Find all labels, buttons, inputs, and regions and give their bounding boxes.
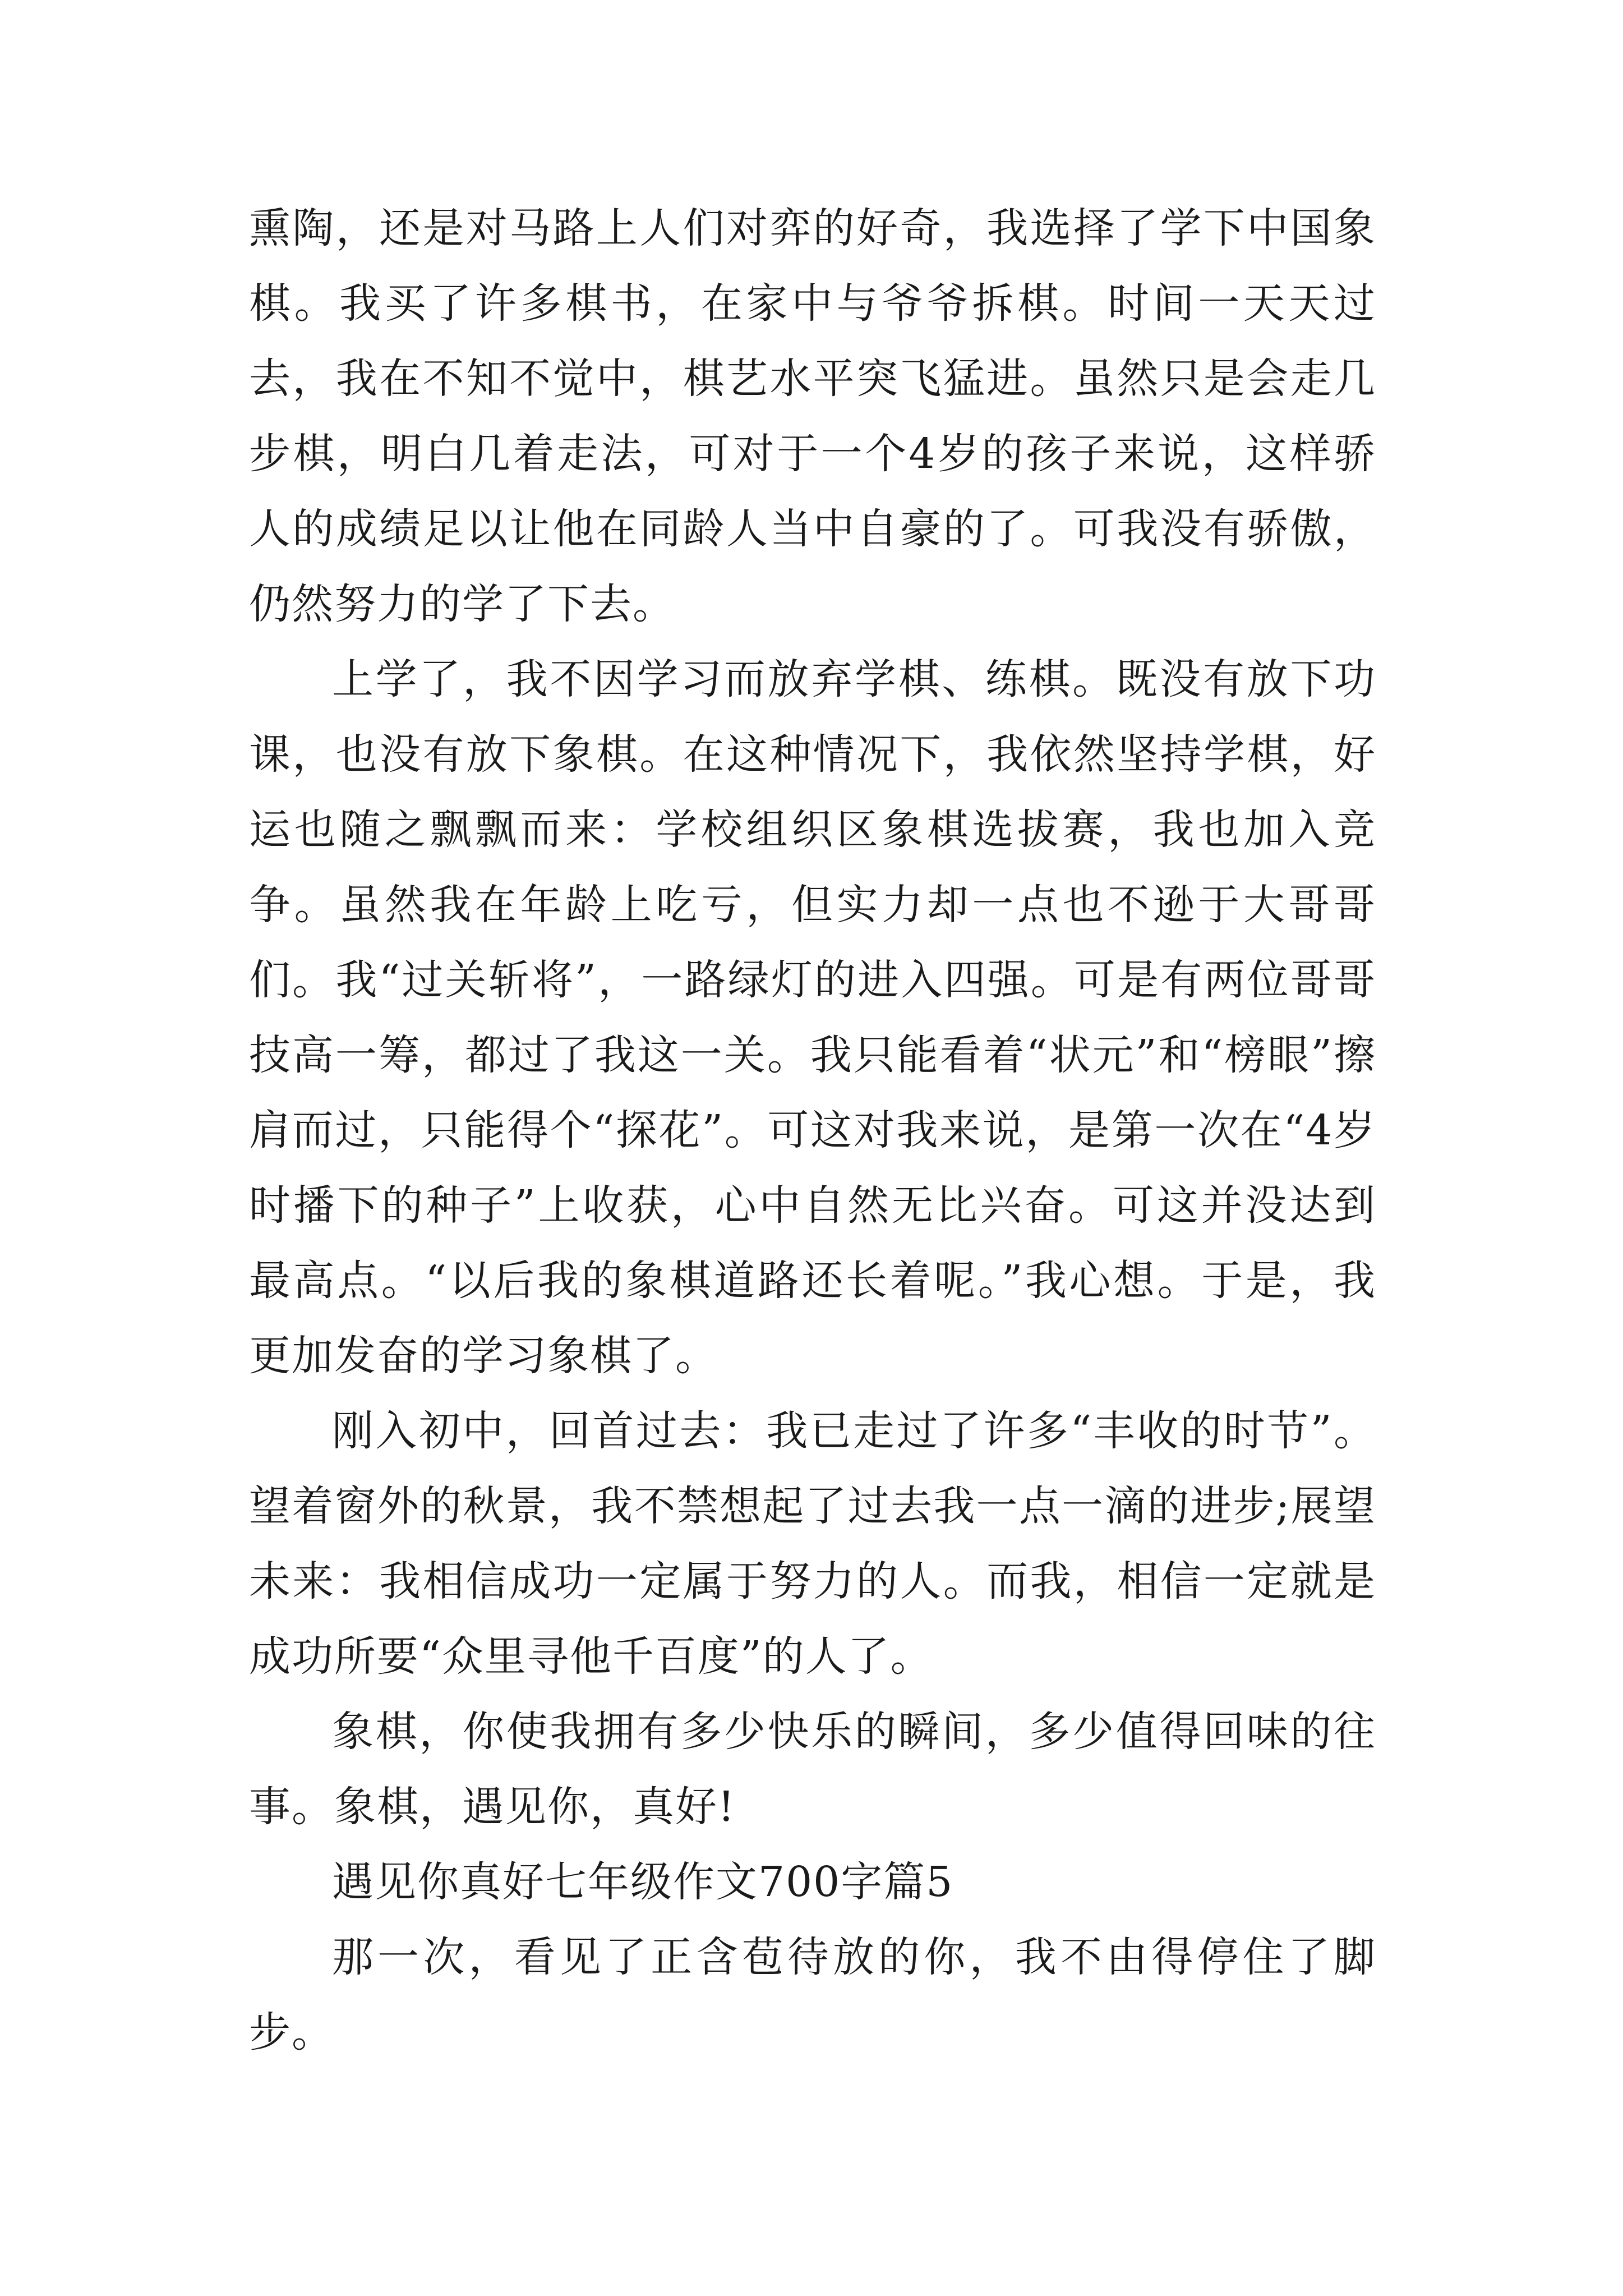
paragraph-school-competition: 上学了，我不因学习而放弃学棋、练棋。既没有放下功课，也没有放下象棋。在这种情况下，我依然坚持学棋，好运也随之飘飘而来：学校组织区象棋选拔赛，我也加入竞争。虽然我在年龄上吃亏，但实力却一点也不逊于大哥哥们。我“过关斩将”，一路绿灯的进入四强。可是有两位哥哥技高一筹，都过了我这一关。我只能看着“状元”和“榜眼”擦肩而过，只能得个“探花”。可这对我来说，是第一次在“4岁时播下的种子”上收获，心中自然无比兴奋。可这并没达到最高点。“以后我的象棋道路还长着呢。”我心想。于是，我更加发奋的学习象棋了。: [249, 655, 1376, 1380]
essay-body: [249, 191, 1376, 2070]
paragraph-junior-high: 刚入初中，回首过去：我已走过了许多“丰收的时节”。望着窗外的秋景，我不禁想起了过去我一点一滴的进步;展望未来：我相信成功一定属于努力的人。而我，相信一定就是成功所要“众里寻他千百度”的人了。: [249, 1407, 1376, 1681]
paragraph-continuation: 熏陶，还是对马路上人们对弈的好奇，我选择了学下中国象棋。我买了许多棋书，在家中与爷爷拆棋。时间一天天过去，我在不知不觉中，棋艺水平突飞猛进。虽然只是会走几步棋，明白几着走法，可对于一个4岁的孩子来说，这样骄人的成绩足以让他在同龄人当中自豪的了。可我没有骄傲，仍然努力的学了下去。: [249, 204, 1376, 628]
paragraph-next-essay-start: 那一次，看见了正含苞待放的你，我不由得停住了脚步。: [249, 1933, 1376, 2056]
section-heading: 遇见你真好七年级作文700字篇5: [332, 1858, 954, 1906]
paragraph-conclusion: 象棋，你使我拥有多少快乐的瞬间，多少值得回味的往事。象棋，遇见你，真好!: [249, 1708, 1376, 1831]
